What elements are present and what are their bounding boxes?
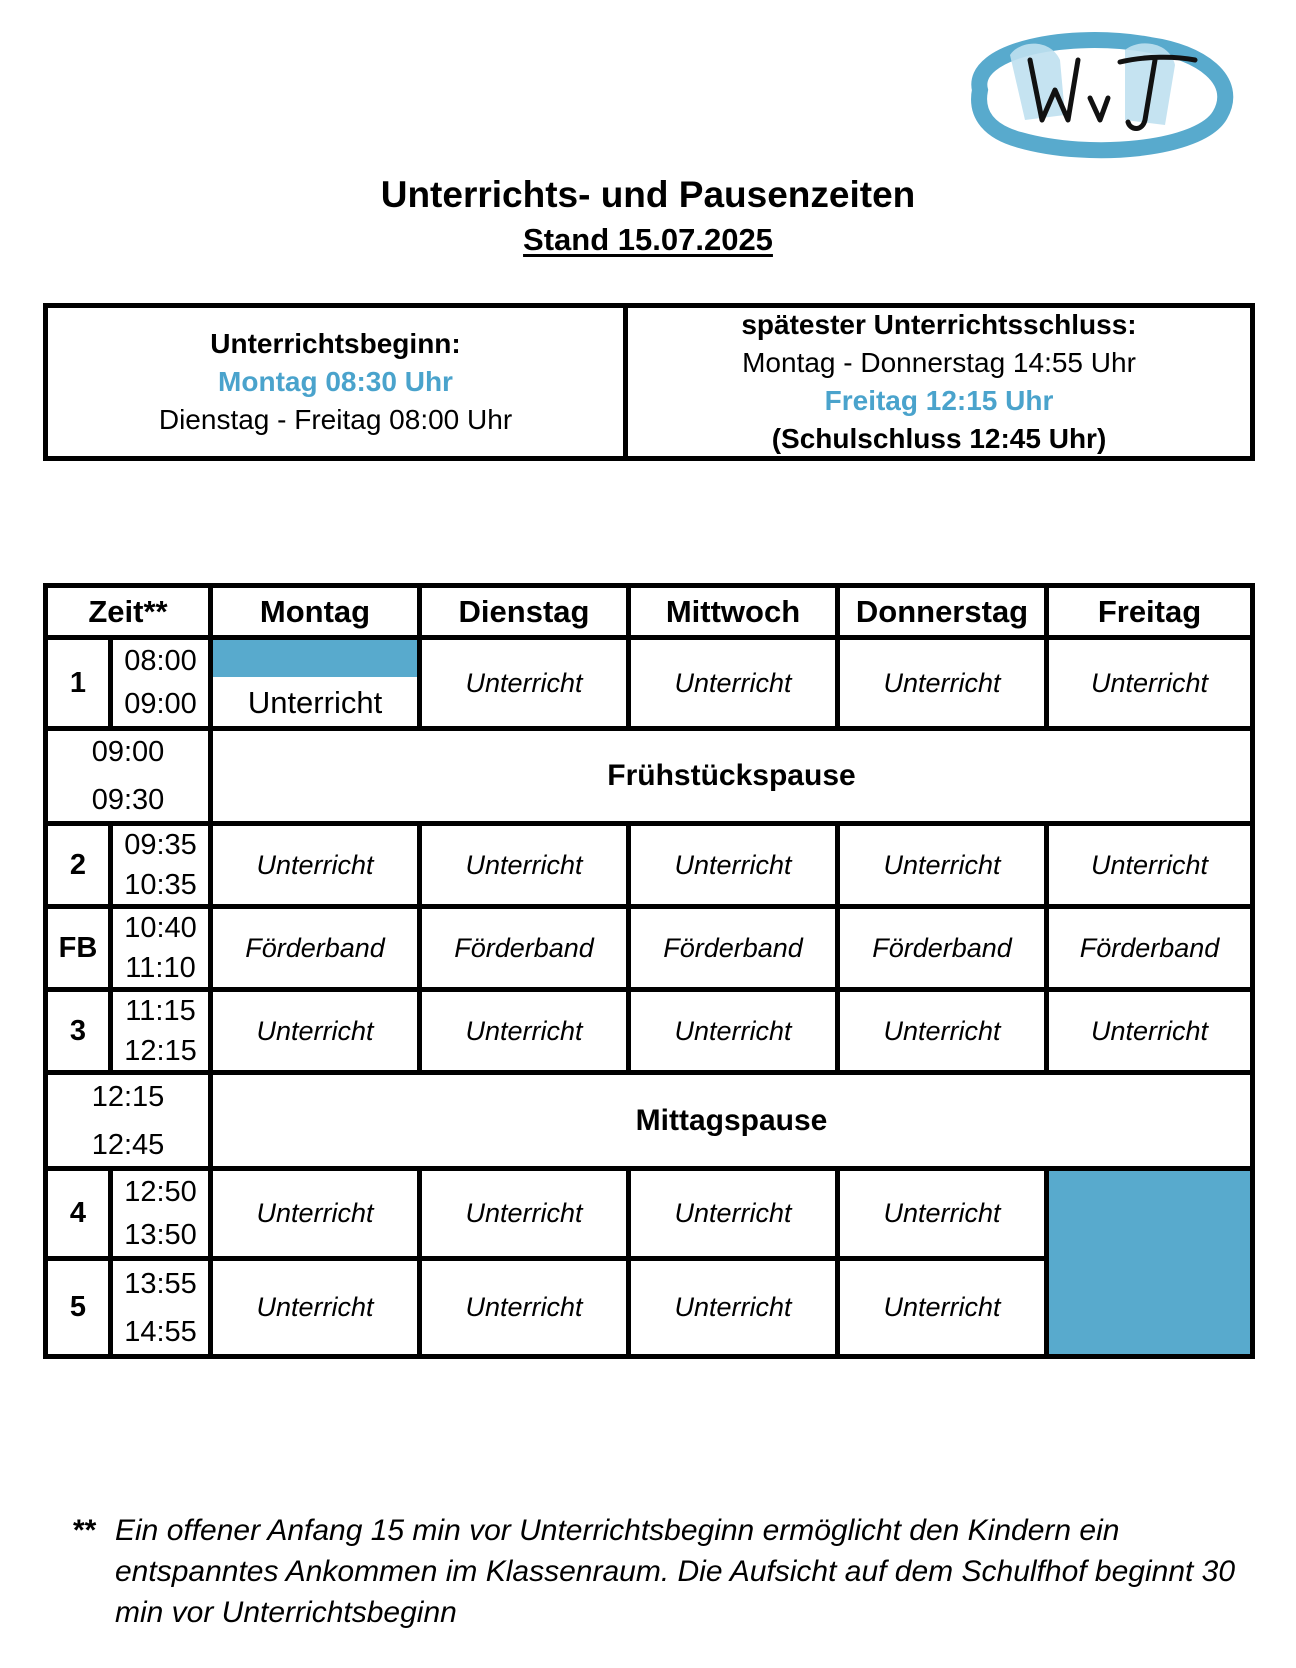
lesson-cell: Unterricht [422, 826, 631, 909]
school-end-time: (Schulschluss 12:45 Uhr) [771, 423, 1107, 454]
period-time [113, 1171, 213, 1261]
lesson-end-label: spätester Unterrichtsschluss: [741, 309, 1137, 340]
period-start: 13:55 [124, 1267, 197, 1300]
period-end: 12:15 [124, 1035, 197, 1067]
lesson-cell: Unterricht [1049, 992, 1255, 1075]
lesson-cell: Unterricht [213, 1171, 422, 1261]
lunch-pause: Mittagspause [213, 1075, 1255, 1171]
support-cell: Förderband [840, 909, 1049, 992]
pause-start: 12:15 [91, 1080, 165, 1113]
period-time [113, 640, 213, 731]
period-time [113, 1261, 213, 1359]
period-end: 13:50 [124, 1218, 197, 1251]
period-number: 1 [48, 640, 113, 731]
blocked-bar [213, 640, 417, 677]
lesson-cell: Unterricht [213, 826, 422, 909]
lesson-start-cell [48, 308, 628, 456]
support-cell: Förderband [422, 909, 631, 992]
day-header: Dienstag [422, 588, 631, 640]
pause-end: 09:30 [91, 784, 165, 816]
lesson-cell: Unterricht [631, 826, 840, 909]
footnote [73, 1510, 1243, 1633]
support-cell: Förderband [213, 909, 422, 992]
time-header: Zeit** [48, 588, 213, 640]
period-number: 2 [48, 826, 113, 909]
period-number: 5 [48, 1261, 113, 1359]
period-start: 09:35 [124, 829, 197, 861]
support-cell: Förderband [1049, 909, 1255, 992]
pause-start: 09:00 [91, 736, 165, 768]
lesson-cell: Unterricht [631, 640, 840, 731]
lesson-start-monday: Montag 08:30 Uhr [218, 366, 453, 397]
period-start: 12:50 [124, 1175, 197, 1208]
lesson-text: Unterricht [247, 685, 383, 720]
lesson-cell: Unterricht [840, 1171, 1049, 1261]
lesson-cell: Unterricht [840, 1261, 1049, 1359]
lesson-cell: Unterricht [1049, 826, 1255, 909]
period-number: FB [48, 909, 113, 992]
page-subtitle: Stand 15.07.2025 [523, 222, 773, 257]
support-cell: Förderband [631, 909, 840, 992]
pause-time [48, 731, 213, 826]
period-number: 4 [48, 1171, 113, 1261]
lesson-cell: Unterricht [631, 1261, 840, 1359]
lesson-cell: Unterricht [631, 1171, 840, 1261]
friday-no-lesson-block [1049, 1171, 1255, 1359]
period-time [113, 909, 213, 992]
school-logo [950, 20, 1250, 170]
lesson-cell: Unterricht [840, 640, 1049, 731]
lesson-end-mon-thu: Montag - Donnerstag 14:55 Uhr [742, 347, 1136, 378]
lesson-cell: Unterricht [1049, 640, 1255, 731]
school-times-box [43, 303, 1255, 461]
pause-end: 12:45 [91, 1128, 165, 1161]
lesson-cell [213, 640, 422, 731]
lesson-cell: Unterricht [213, 992, 422, 1075]
period-time [113, 826, 213, 909]
lesson-end-friday: Freitag 12:15 Uhr [824, 385, 1054, 416]
lesson-start-other: Dienstag - Freitag 08:00 Uhr [158, 404, 513, 435]
day-header: Freitag [1049, 588, 1255, 640]
period-end: 14:55 [124, 1315, 197, 1348]
period-end: 10:35 [124, 869, 197, 901]
day-header: Mittwoch [631, 588, 840, 640]
period-start: 11:15 [125, 995, 196, 1027]
period-time [113, 992, 213, 1075]
period-number: 3 [48, 992, 113, 1075]
lesson-cell: Unterricht [631, 992, 840, 1075]
lesson-start-label: Unterrichtsbeginn: [210, 328, 461, 359]
lesson-cell: Unterricht [840, 992, 1049, 1075]
timetable [43, 583, 1255, 1359]
lesson-cell: Unterricht [422, 1261, 631, 1359]
period-end: 09:00 [124, 688, 197, 720]
lesson-cell: Unterricht [422, 992, 631, 1075]
footnote-mark: ** [73, 1514, 97, 1547]
pause-time [48, 1075, 213, 1171]
footnote-text: Ein offener Anfang 15 min vor Unterrichtsbeginn ermöglicht den Kindern ein entspanntes Ankommen im Klassenraum. Die Aufsicht auf dem Schulfhof beginnt 30 min vor Unterrichtsbeginn [115, 1514, 1236, 1629]
lesson-cell: Unterricht [422, 640, 631, 731]
lesson-end-cell [628, 308, 1250, 456]
period-start: 08:00 [124, 645, 197, 677]
lesson-cell: Unterricht [213, 1261, 422, 1359]
breakfast-pause: Frühstückspause [213, 731, 1255, 826]
period-end: 11:10 [125, 952, 196, 984]
day-header: Montag [213, 588, 422, 640]
page-title: Unterrichts- und Pausenzeiten [380, 174, 916, 215]
period-start: 10:40 [124, 912, 197, 944]
lesson-cell: Unterricht [840, 826, 1049, 909]
day-header: Donnerstag [840, 588, 1049, 640]
lesson-cell: Unterricht [422, 1171, 631, 1261]
